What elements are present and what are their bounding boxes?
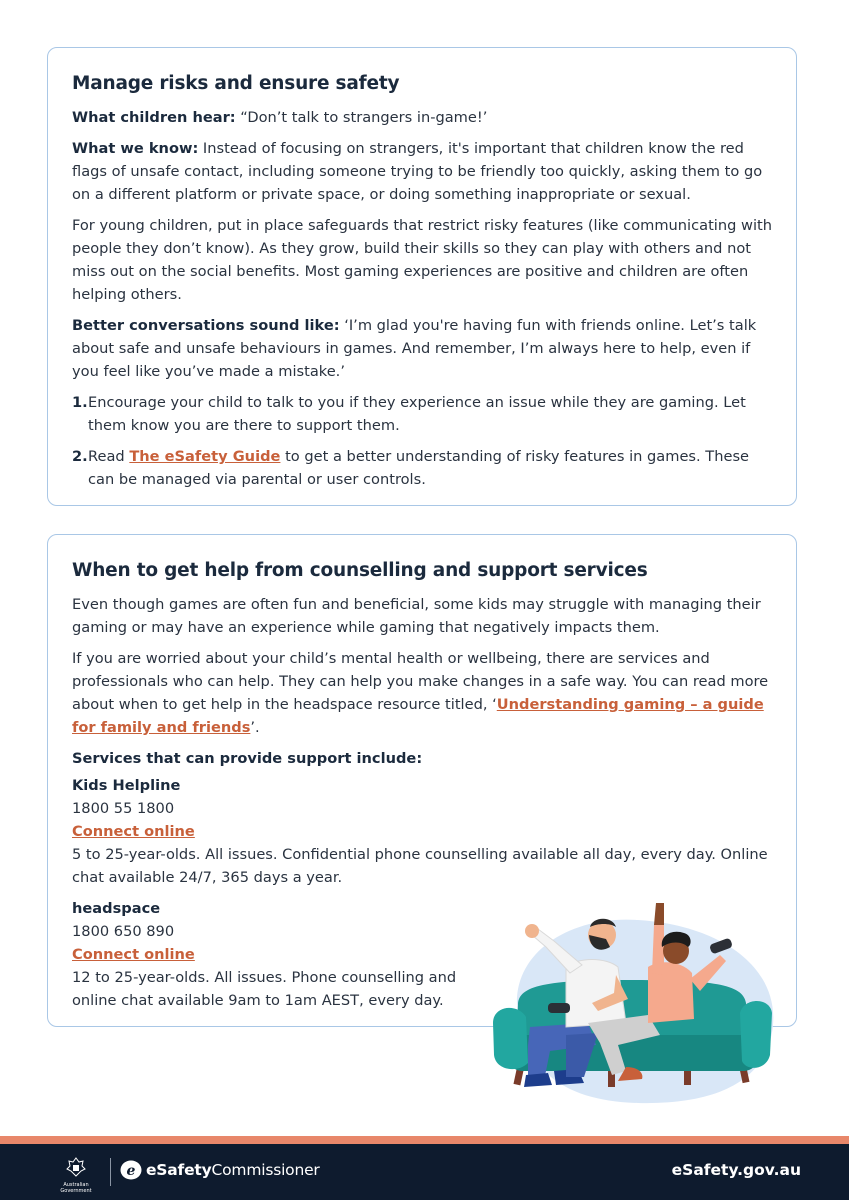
intro-paragraph: Even though games are often fun and beneficial, some kids may struggle with managing their gaming or may have an experience while gaming that negatively impacts them.	[72, 596, 761, 636]
gaming-couch-illustration	[488, 895, 778, 1107]
services-heading	[72, 747, 772, 770]
what-we-know	[72, 137, 772, 206]
service-name	[72, 897, 487, 920]
service-description: 5 to 25-year-olds. All issues. Confidential phone counselling available all day, every day. Online chat available 24/7, 365 days a year.	[72, 846, 768, 886]
esafety-guide-link[interactable]: The eSafety Guide	[129, 448, 281, 465]
list-item	[72, 445, 772, 491]
service-link-row	[72, 943, 487, 966]
list-text: Encourage your child to talk to you if they experience an issue while they are gaming. Let them know you are there to support them.	[88, 394, 746, 434]
label: What children hear:	[72, 109, 236, 126]
connect-online-link[interactable]: Connect online	[72, 946, 195, 963]
svg-text:e: e	[126, 1163, 136, 1179]
boy-arm	[652, 923, 664, 975]
list-number: 1.	[72, 394, 88, 411]
boy-hand	[654, 903, 664, 925]
section-title: Manage risks and ensure safety	[72, 73, 400, 94]
brand-rest: Commissioner	[211, 1161, 320, 1179]
list-item	[72, 391, 772, 437]
service-name	[72, 774, 772, 797]
service-name-text: headspace	[72, 900, 161, 917]
text: Instead of focusing on strangers, it's important that children know the red flags of unsafe contact, including someone trying to be friendly too quickly, asking them to go on a different platform or private space, or doing something inappropriate or sexual.	[72, 140, 763, 203]
connect-online-link[interactable]: Connect online	[72, 823, 195, 840]
service-description: 12 to 25-year-olds. All issues. Phone counselling and online chat available 9am to 1am AEST, every day.	[72, 969, 457, 1009]
brand-name	[146, 1161, 320, 1179]
text: If you are worried about your child’s mental health or wellbeing, there are services and professionals who can help. They can help you make changes in a safe way. You can read more about when to get help in the headspace resource titled, ‘	[72, 650, 769, 713]
esafety-e-icon	[120, 1160, 142, 1180]
tips-list	[72, 391, 772, 491]
footer-divider	[110, 1158, 111, 1186]
services-heading-text: Services that can provide support include:	[72, 750, 423, 767]
list-number: 2.	[72, 448, 88, 465]
section-title: When to get help from counselling and support services	[72, 560, 648, 581]
website-link[interactable]: eSafety.gov.au	[671, 1161, 801, 1179]
text: ’.	[250, 719, 260, 736]
footer-stripe	[0, 1136, 849, 1144]
australian-government-logo	[50, 1157, 102, 1194]
couch-armrest	[493, 1008, 528, 1069]
service-phone: 1800 650 890	[72, 923, 175, 940]
better-conversations	[72, 314, 772, 383]
brand-bold: eSafety	[146, 1161, 212, 1179]
text: “Don’t talk to strangers in-game!’	[235, 109, 488, 126]
what-children-hear	[72, 106, 772, 129]
label: What we know:	[72, 140, 199, 157]
esafety-commissioner-logo	[120, 1160, 320, 1180]
service-headspace	[72, 897, 487, 1012]
text: ‘I’m glad you're having fun with friends online. Let’s talk about safe and unsafe behaviours in games. And remember, I’m always here to help, even if you feel like you’ve made a mistake.’	[72, 317, 757, 380]
service-kids-helpline	[72, 774, 772, 889]
understanding-gaming-link[interactable]: Understanding gaming – a guide for family and friends	[72, 696, 764, 736]
coat-of-arms-icon	[65, 1157, 87, 1177]
couch-armrest	[740, 1001, 772, 1068]
young-children-paragraph: For young children, put in place safeguards that restrict risky features (like communicating with people they don’t know). As they grow, build their skills so they can play with others and not miss out on the social benefits. Most gaming experiences are positive and children are often helping others.	[72, 217, 772, 303]
footer	[0, 1144, 849, 1200]
worried-paragraph	[72, 647, 772, 739]
service-link-row	[72, 820, 772, 843]
man-fist	[525, 924, 539, 938]
service-name-text: Kids Helpline	[72, 777, 181, 794]
man-controller	[548, 1003, 570, 1013]
service-phone: 1800 55 1800	[72, 800, 175, 817]
list-text-pre: Read	[88, 448, 130, 465]
label: Better conversations sound like:	[72, 317, 340, 334]
gov-label: Australian Government	[60, 1182, 92, 1194]
list-text-post: to get a better understanding of risky features in games. These can be managed via parental or user controls.	[88, 448, 750, 488]
man-shoe	[524, 1073, 552, 1087]
manage-risks-card	[47, 47, 797, 506]
